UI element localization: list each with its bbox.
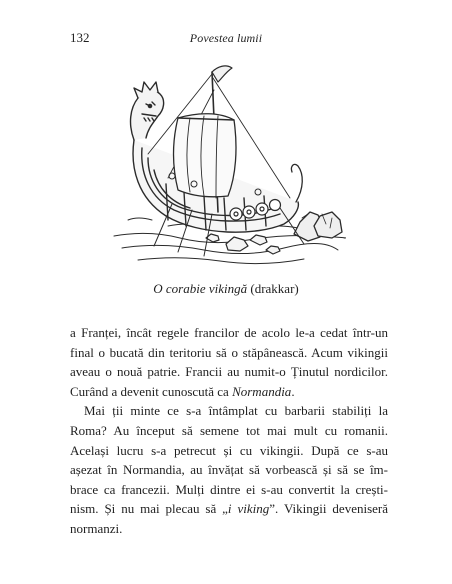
rocks-right [294,212,342,241]
text-span: normanzi. [70,520,123,536]
text-line [70,480,388,500]
text-span: aveau o nouă patrie. Francii au numit-o Ținutul nordicilor. [70,364,388,380]
text-span: brace ca francezii. Mulți dintre ei s-au convertit la crești- [70,481,388,497]
caption-plain: (drakkar) [247,281,299,296]
text-line [70,519,388,539]
page-header [64,29,388,47]
caption-italic: O corabie vikingă [153,281,248,296]
text-line [70,441,388,461]
stern-tail [291,164,302,202]
text-line [70,343,388,363]
text-span: a Franței, încât regele francilor de acolo le-a cedat într-un [70,325,388,340]
text-span: ”. Vikingii deveniseră [269,501,388,517]
text-span-italic: Normandia [232,383,292,399]
dragon-prow-head [131,82,164,140]
text-line [70,421,388,441]
body-text [70,323,388,539]
text-span: Același lucru s-a petrecut și cu vikingii. După ce s-au [70,442,388,458]
text-line [70,382,388,402]
running-title: Povestea lumii [189,31,263,45]
text-line [70,499,388,519]
text-span: . [291,383,295,399]
text-span: Mai ții minte ce s-a întâmplat cu barbarii stabiliți la [84,403,388,419]
square-sail [174,114,237,198]
text-span: Roma? Au început să semene tot mai mult cu romanii. [70,422,388,438]
text-line [70,323,388,343]
text-span: Curând a devenit cunoscută ca [70,383,233,399]
text-line [70,362,388,382]
paragraph-first-line [70,401,388,421]
text-span-italic: i viking [227,501,270,517]
text-line [70,460,388,480]
page-number: 132 [70,30,90,45]
pennant-flag [212,66,232,82]
illustration-caption [64,280,388,298]
text-span: final o bucată din teritoriu să o stăpânească. Acum vikingii [70,344,388,360]
text-span: nism. Și nu mai plecau să „ [70,501,228,517]
text-span: așezat în Normandia, au învățat să vorbească și să se îm- [70,462,388,478]
viking-longship-drakkar-illustration [108,58,348,272]
